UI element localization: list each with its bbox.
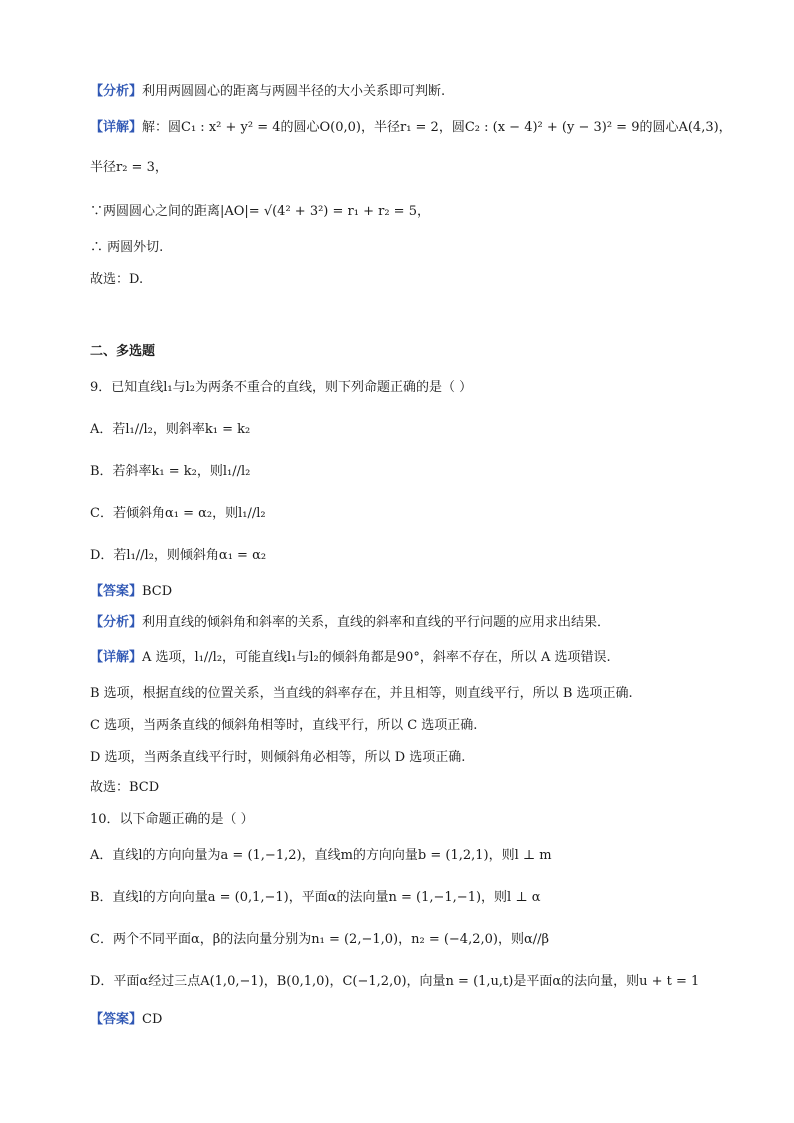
q10-option-a: A．直线l的方向向量为a = (1,−1,2)，直线m的方向向量b = (1,2,1)，则l ⊥ m bbox=[90, 848, 552, 863]
q9-choice: 故选：BCD bbox=[90, 780, 160, 795]
q9-option-a: A．若l₁//l₂，则斜率k₁ = k₂ bbox=[90, 422, 251, 437]
detail-tag: 【详解】 bbox=[90, 120, 143, 135]
q10-option-b: B．直线l的方向向量a = (0,1,−1)，平面α的法向量n = (1,−1,−1)，则l ⊥ α bbox=[90, 890, 541, 905]
detail-tag: 【详解】 bbox=[90, 650, 143, 665]
q8-detail-line-3: ∵两圆圆心之间的距离|AO|= √(4² + 3²) = r₁ + r₂ = 5， bbox=[90, 204, 430, 219]
detail-text: 解：圆C₁ : x² + y² = 4的圆心O(0,0)，半径r₁ = 2，圆C₂ : (x − 4)² + (y − 3)² = 9的圆心A(4,3)， bbox=[142, 120, 732, 135]
q10-stem: 10．以下命题正确的是（ ） bbox=[90, 812, 254, 827]
q9-detail-b: B 选项，根据直线的位置关系，当直线的斜率存在，并且相等，则直线平行，所以 B 选项正确. bbox=[90, 686, 633, 701]
q10-option-c: C．两个不同平面α，β的法向量分别为n₁ = (2,−1,0)，n₂ = (−4,2,0)，则α//β bbox=[90, 932, 550, 947]
analysis-text: 利用直线的倾斜角和斜率的关系，直线的斜率和直线的平行问题的应用求出结果． bbox=[142, 615, 611, 630]
detail-text: A 选项，l₁//l₂，可能直线l₁与l₂的倾斜角都是90°，斜率不存在，所以 A 选项错误. bbox=[142, 650, 611, 665]
q9-option-b: B．若斜率k₁ = k₂，则l₁//l₂ bbox=[90, 464, 251, 479]
q9-detail-c: C 选项，当两条直线的倾斜角相等时，直线平行，所以 C 选项正确. bbox=[90, 718, 478, 733]
q9-analysis bbox=[90, 613, 734, 633]
q9-stem: 9．已知直线l₁与l₂为两条不重合的直线，则下列命题正确的是（ ） bbox=[90, 380, 473, 395]
analysis-text: 利用两圆圆心的距离与两圆半径的大小关系即可判断. bbox=[142, 84, 446, 99]
analysis-tag: 【分析】 bbox=[90, 615, 143, 630]
answer-tag: 【答案】 bbox=[90, 584, 143, 599]
section-title: 二、多选题 bbox=[90, 344, 156, 359]
answer-text: BCD bbox=[142, 584, 173, 599]
q8-analysis bbox=[90, 82, 734, 102]
answer-text: CD bbox=[142, 1012, 163, 1027]
q9-detail-a bbox=[90, 648, 734, 668]
q9-option-d: D．若l₁//l₂，则倾斜角α₁ = α₂ bbox=[90, 548, 267, 563]
answer-tag: 【答案】 bbox=[90, 1012, 143, 1027]
analysis-tag: 【分析】 bbox=[90, 84, 143, 99]
q9-answer bbox=[90, 582, 734, 602]
q10-option-d: D．平面α经过三点A(1,0,−1)，B(0,1,0)，C(−1,2,0)，向量n = (1,u,t)是平面α的法向量，则u + t = 1 bbox=[90, 974, 700, 989]
q10-answer bbox=[90, 1010, 734, 1030]
q8-choice: 故选：D. bbox=[90, 272, 144, 287]
q9-option-c: C．若倾斜角α₁ = α₂，则l₁//l₂ bbox=[90, 506, 266, 521]
q9-detail-d: D 选项，当两条直线平行时，则倾斜角必相等，所以 D 选项正确. bbox=[90, 750, 466, 765]
q8-detail-line-2: 半径r₂ = 3， bbox=[90, 160, 168, 175]
q8-detail-line-4: ∴ 两圆外切. bbox=[90, 240, 164, 255]
q8-detail-line-1 bbox=[90, 118, 734, 138]
